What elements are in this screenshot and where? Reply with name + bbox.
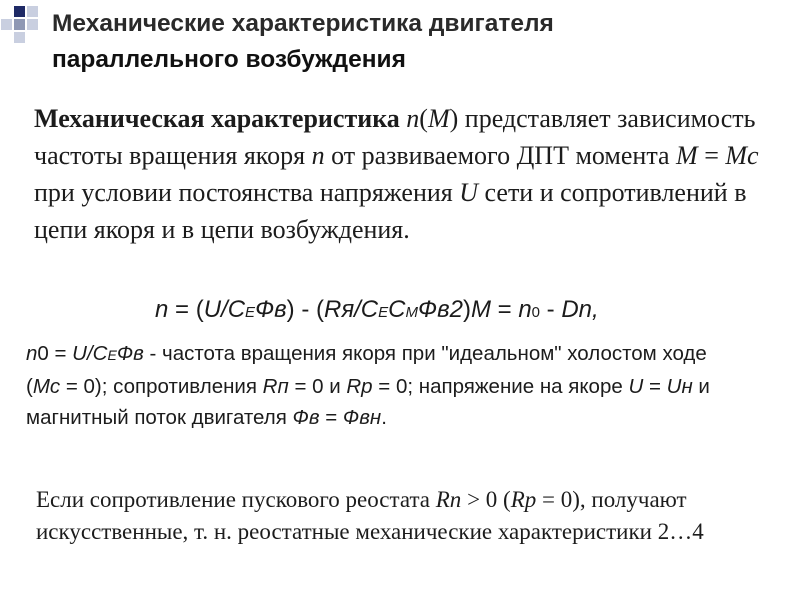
symbol: Mc [725, 141, 759, 170]
text: ) [462, 296, 471, 323]
text: = 0 и [288, 375, 347, 398]
text: ) представляет зависимость частоты вращения якоря [34, 104, 756, 170]
deco-square [27, 19, 38, 30]
text: и магнитный поток двигателя [26, 375, 710, 429]
corner-decoration [0, 0, 60, 60]
deco-square [14, 19, 25, 30]
symbol: Rя [323, 296, 355, 323]
symbol: M [676, 141, 698, 170]
symbol: Фв [292, 406, 320, 429]
symbol: U [628, 375, 644, 398]
text: 0 = [37, 342, 73, 365]
note-paragraph [36, 484, 716, 548]
symbol: n [26, 342, 38, 365]
subscript: 0 [531, 304, 541, 321]
intro-lead: Механическая характеристика [34, 104, 400, 133]
text: - частота вращения якоря при "идеальном" холостом ходе ( [26, 342, 707, 398]
symbol: Rр [510, 487, 537, 512]
text: от развиваемого ДПТ момента [324, 141, 677, 170]
symbol: n [518, 296, 532, 323]
symbol: C [388, 296, 406, 323]
title-line-2: параллельного возбуждения [52, 46, 406, 73]
symbol: Mc [32, 375, 61, 398]
text: > 0 ( [461, 487, 511, 512]
text: = ( [168, 296, 204, 323]
text: ( [419, 104, 428, 133]
symbol: Фв2 [418, 296, 463, 323]
symbol: /C [86, 342, 108, 365]
deco-square [27, 6, 38, 17]
title-line-1: Механические характеристика двигателя [52, 10, 554, 37]
text: сети и сопротивлений в цепи якоря и в цепи возбуждения. [34, 178, 747, 244]
subscript: E [107, 347, 117, 363]
symbol: M [470, 296, 491, 323]
symbol: n [406, 104, 420, 133]
deco-square [1, 19, 12, 30]
subscript: E [378, 304, 389, 321]
text: = [490, 296, 519, 323]
symbol: U [203, 296, 222, 323]
formula [155, 293, 795, 330]
text: = 0; напряжение на якоре [372, 375, 629, 398]
symbol: U [459, 178, 479, 207]
symbol: n [311, 141, 325, 170]
subscript: E [245, 304, 256, 321]
symbol: Фв [255, 296, 287, 323]
subscript: M [405, 304, 418, 321]
slide-title [52, 6, 792, 78]
symbol: n [155, 296, 169, 323]
symbol: Dn, [561, 296, 599, 323]
symbol: U [72, 342, 87, 365]
symbol: Rр [346, 375, 373, 398]
symbol: Фвн [342, 406, 382, 429]
intro-paragraph [34, 100, 784, 248]
symbol: Rп [435, 487, 462, 512]
symbol: /C [221, 296, 246, 323]
deco-square [14, 32, 25, 43]
text: = [643, 375, 667, 398]
text: = [697, 141, 726, 170]
text: = [319, 406, 343, 429]
symbol: Rп [262, 375, 289, 398]
text: Если сопротивление пускового реостата [36, 487, 436, 512]
definitions-paragraph [26, 338, 716, 433]
deco-square [14, 6, 25, 17]
text: - [540, 296, 562, 323]
symbol: /C [354, 296, 379, 323]
text: . [381, 406, 387, 429]
text: = 0), получают искусственные, т. н. реостатные механические характеристики 2…4 [36, 487, 704, 544]
text: ) - ( [286, 296, 324, 323]
text: = 0); сопротивления [60, 375, 263, 398]
symbol: M [427, 104, 450, 133]
symbol: Uн [666, 375, 693, 398]
text: при условии постоянства напряжения [34, 178, 460, 207]
symbol: Фв [116, 342, 144, 365]
